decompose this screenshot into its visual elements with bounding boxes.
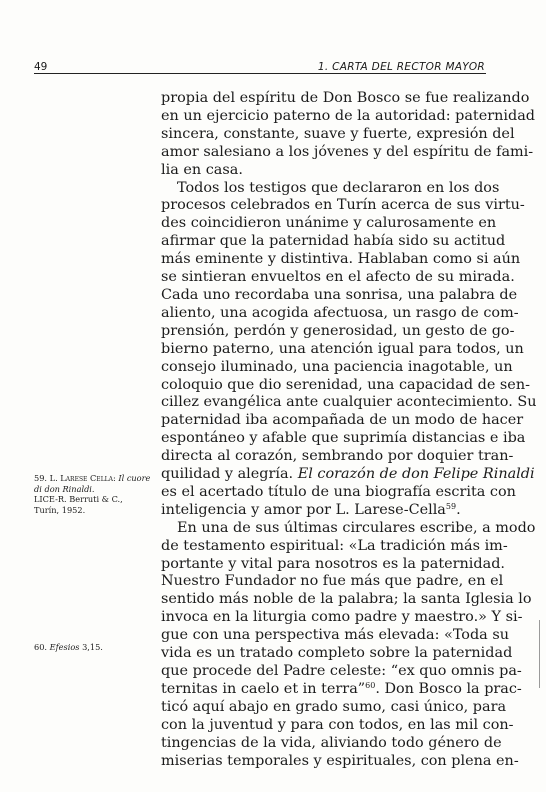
book-title: El corazón de don Felipe Rinaldi [297,466,535,483]
text-line: miserias temporales y espirituales, con plena en- [161,752,519,769]
text-line: con la juventud y para con todos, en las mil con- [161,716,514,733]
footnote-number: 59. [34,473,48,483]
text-line: afirmar que la paternidad había sido su actitud [161,233,506,250]
text-line: procesos celebrados en Turín acerca de sus virtu- [161,197,525,214]
text-line: en un ejercicio paterno de la autoridad: paternidad [161,107,535,124]
text-line [161,680,522,699]
text-line: paternidad iba acompañada de un modo de hacer [161,412,524,429]
footnote-author: L. Larese Cella: [49,473,116,483]
page-number: 49 [34,61,48,73]
text-line: consejo iluminado, una paciencia inagotable, un [161,358,513,375]
running-title: 1. CARTA DEL RECTOR MAYOR [317,61,485,73]
footnote-59 [34,473,152,515]
text-line: coloquio que dio serenidad, una capacidad de sen- [161,376,530,393]
footnote-ref: 60 [365,680,376,690]
text-line: que procede del Padre celeste: “ex quo omnis pa- [161,663,522,679]
text-line: Nuestro Fundador no fue más que padre, en el [161,573,504,590]
text-line: ticó aquí abajo en grado sumo, casi único, para [161,698,507,715]
text-line: Cada uno recordaba una sonrisa, una palabra de [161,286,518,303]
text-line: propia del espíritu de Don Bosco se fue realizando [161,90,530,106]
text-line: espontáneo y afable que suprimía distancias e iba [161,430,526,447]
text-run: inteligencia y amor por L. Larese-Cella [161,501,446,518]
text-run: quilidad y alegría. [161,466,294,483]
text-line [161,466,535,484]
text-line: es el acertado título de una biografía escrita con [161,483,516,500]
text-line: Todos los testigos que declararon en los dos [177,179,500,196]
text-run: ternitas in caelo et in terra” [161,680,366,697]
text-line: aliento, una acogida afectuosa, un rasgo de com- [161,304,519,321]
footnote-publisher: LICE-R. Berruti & C., [34,494,123,504]
text-line: vida es un tratado completo sobre la paternidad [161,645,513,662]
footnote-ref: 59 [445,501,457,511]
footnote-source: Efesios [49,642,80,652]
footnote-ref-text: 3,15. [82,642,103,652]
text-line: de testamento espiritual: «La tradición más im- [161,537,508,554]
main-text [161,90,537,770]
text-line: se sintieran envueltos en el afecto de su mirada. [161,269,515,286]
footnote-title: Il cuore di don Rinaldi. [34,473,151,494]
text-line: tingencias de la vida, aliviando todo género de [161,734,502,751]
text-line: bierno paterno, una atención igual para todos, un [161,340,524,357]
running-header [34,61,485,73]
text-line: más eminente y distintiva. Hablaban como si aún [161,251,521,268]
text-line: des coincidieron unánime y calurosamente en [161,215,497,232]
text-line: cillez evangélica ante cualquier acontecimiento. Su [161,394,537,411]
header-rule [34,73,486,74]
text-line: sentido más noble de la palabra; la santa Iglesia lo [161,591,532,608]
text-run: . Don Bosco la prac- [375,680,522,697]
footnote-place-year: Turín, 1952. [34,504,86,515]
text-line: portante y vital para nosotros es la paternidad. [161,555,505,572]
text-line: sincera, constante, suave y fuerte, expresión del [161,125,515,142]
footnote-number: 60. [34,642,48,652]
text-line: amor salesiano a los jóvenes y del espíritu de fami- [161,143,534,160]
text-line: En una de sus últimas circulares escribe, a modo [177,519,536,536]
text-run: . [456,501,461,518]
text-line: prensión, perdón y generosidad, un gesto de go- [161,322,515,339]
text-line: gue con una perspectiva más elevada: «Toda su [161,627,509,644]
text-line: lia en casa. [161,161,243,178]
text-line: invoca en la liturgia como padre y maestro.» Y si- [161,609,523,626]
footnote-60 [34,642,152,653]
text-line [161,502,485,520]
text-line: directa al corazón, sembrando por doquier tran- [161,448,514,465]
margin-mark [539,620,540,688]
